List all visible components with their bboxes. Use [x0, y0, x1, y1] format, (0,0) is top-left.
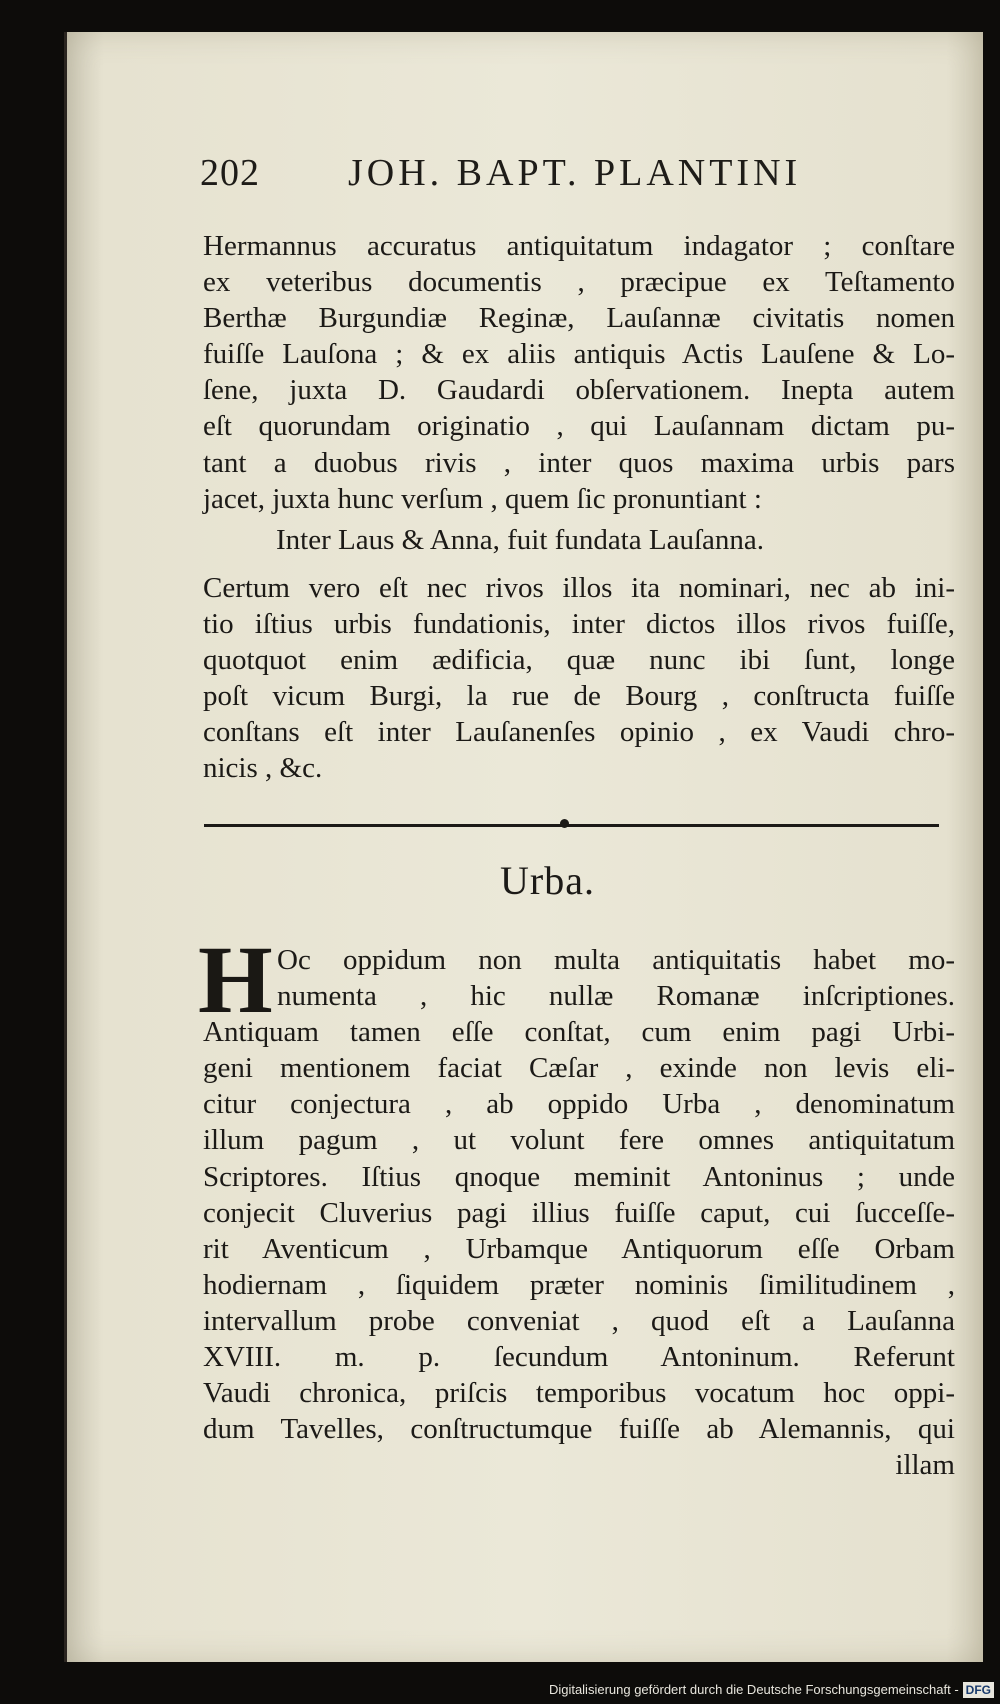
text-line: Vaudi chronica, priſcis temporibus vocatum hoc oppi-	[203, 1377, 955, 1410]
text-line: Scriptores. Iſtius qnoque meminit Antoninus ; unde	[203, 1160, 955, 1193]
text-line: Berthæ Burgundiæ Reginæ, Lauſannæ civitatis nomen	[203, 302, 955, 335]
section-title: Urba.	[500, 858, 595, 903]
drop-cap: H	[198, 926, 273, 1033]
text-line: tio iſtius urbis fundationis, inter dictos illos rivos fuiſſe,	[203, 608, 955, 641]
text-line: intervallum probe conveniat , quod eſt a Lauſanna	[203, 1304, 955, 1337]
text-line: illum pagum , ut volunt fere omnes antiquitatum	[203, 1124, 955, 1157]
credit-text: Digitalisierung gefördert durch die Deutsche Forschungsgemeinschaft -	[548, 1682, 959, 1697]
text-line: poſt vicum Burgi, la rue de Bourg , conſtructa fuiſſe	[203, 680, 955, 713]
paragraph-2	[203, 570, 955, 787]
text-line: XVIII. m. p. ſecundum Antoninum. Referunt	[203, 1341, 955, 1374]
digitization-credit	[549, 1680, 994, 1700]
running-title: JOH. BAPT. PLANTINI	[348, 152, 802, 194]
text-line: rit Aventicum , Urbamque Antiquorum eſſe Orbam	[203, 1232, 955, 1265]
text-line: jacet, juxta hunc verſum , quem ſic pronuntiant :	[203, 482, 762, 515]
page-number: 202	[200, 152, 260, 194]
divider-ornament	[560, 819, 569, 828]
text-line: eſt quorundam originatio , qui Lauſannam dictam pu-	[203, 410, 955, 443]
text-line: quotquot enim ædificia, quæ nunc ibi ſunt, longe	[203, 644, 955, 677]
text-line: citur conjectura , ab oppido Urba , denominatum	[203, 1088, 955, 1121]
verse-line: Inter Laus & Anna, fuit fundata Lauſanna.	[276, 524, 765, 556]
text-line: hodiernam , ſiquidem præter nominis ſimilitudinem ,	[203, 1268, 955, 1301]
text-line: conſtans eſt inter Lauſanenſes opinio , ex Vaudi chro-	[203, 716, 955, 749]
paragraph-1	[203, 228, 955, 517]
text-line: dum Tavelles, conſtructumque fuiſſe ab Alemannis, qui	[203, 1413, 955, 1446]
catchword: illam	[895, 1449, 955, 1482]
dfg-logo-icon: DFG	[963, 1682, 994, 1698]
text-line: Oc oppidum non multa antiquitatis habet mo-	[277, 944, 955, 976]
section-divider	[204, 824, 939, 827]
text-line: conjecit Cluverius pagi illius fuiſſe caput, cui ſucceſſe-	[203, 1196, 955, 1229]
text-line: Certum vero eſt nec rivos illos ita nominari, nec ab ini-	[203, 572, 955, 604]
text-line: ſene, juxta D. Gaudardi obſervationem. Inepta autem	[203, 374, 955, 407]
text-line: fuiſſe Lauſona ; & ex aliis antiquis Actis Lauſene & Lo-	[203, 338, 955, 371]
paragraph-3	[203, 942, 955, 1483]
text-line: geni mentionem faciat Cæſar , exinde non levis eli-	[203, 1052, 955, 1085]
text-line: numenta , hic nullæ Romanæ inſcriptiones.	[277, 980, 955, 1013]
text-line: tant a duobus rivis , inter quos maxima urbis pars	[203, 446, 955, 479]
text-line: nicis , &c.	[203, 752, 323, 785]
text-line: Hermannus accuratus antiquitatum indagator ; conſtare	[203, 230, 955, 262]
text-line: ex veteribus documentis , præcipue ex Teſtamento	[203, 266, 955, 299]
text-line: Antiquam tamen eſſe conſtat, cum enim pagi Urbi-	[203, 1016, 955, 1049]
